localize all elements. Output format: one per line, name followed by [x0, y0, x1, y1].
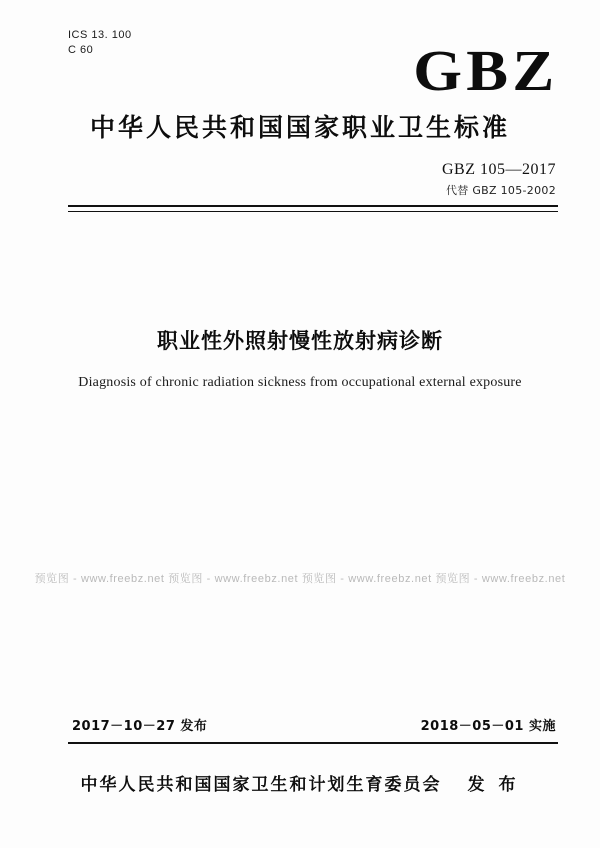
effective-date: 2018－05－01 实施 [420, 719, 556, 734]
publisher-block [0, 770, 600, 795]
issue-date: 2017－10－27 发布 [72, 719, 208, 734]
preview-watermark: 预览图 - www.freebz.net 预览图 - www.freebz.net 预览图 - www.freebz.net 预览图 - www.freebz.net [34, 573, 566, 585]
ics-code: ICS 13. 100 [68, 29, 132, 41]
footer-rule [68, 742, 558, 744]
document-title-english: Diagnosis of chronic radiation sickness from occupational external exposure [78, 375, 522, 390]
header-rule-thin [68, 211, 558, 212]
standard-number: GBZ 105—2017 [442, 161, 556, 178]
document-title-chinese: 职业性外照射慢性放射病诊断 [157, 329, 443, 353]
header-rule-thick [68, 205, 558, 207]
publisher-name: 中华人民共和国国家卫生和计划生育委员会 [80, 775, 442, 795]
replaces-standard: 代替 GBZ 105-2002 [445, 184, 556, 197]
ics-classification-block [68, 28, 132, 58]
gbz-logo: GBZ [412, 38, 558, 103]
ccs-code: C 60 [68, 44, 94, 56]
standard-series-title: 中华人民共和国国家职业卫生标准 [89, 113, 510, 142]
publish-word: 发 布 [467, 775, 520, 795]
standard-number-block [442, 160, 556, 200]
